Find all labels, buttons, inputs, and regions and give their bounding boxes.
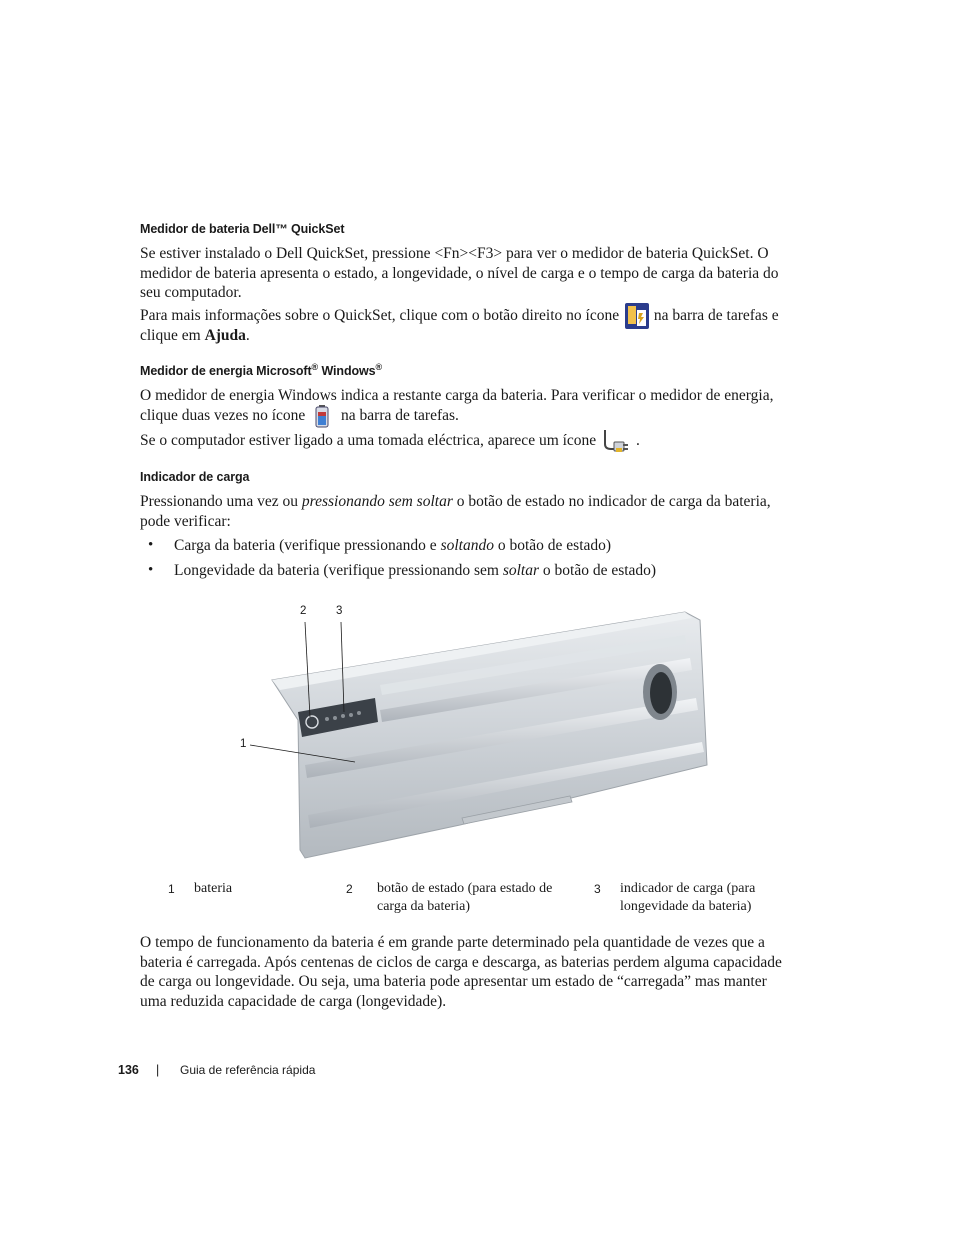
text-span: Carga da bateria (verifique pressionando e bbox=[174, 537, 441, 554]
registered-mark: ® bbox=[311, 362, 319, 372]
bullet-icon: • bbox=[148, 562, 154, 578]
callout-label-1: 1 bbox=[240, 738, 247, 750]
bullet-text bbox=[174, 561, 656, 581]
text-span: o botão de estado) bbox=[539, 562, 657, 579]
text-line: medidor de bateria apresenta o estado, a longevidade, o nível de carga e o tempo de carga da bateria do bbox=[140, 264, 779, 282]
power-plug-icon bbox=[602, 428, 632, 454]
text-line bbox=[140, 326, 812, 346]
section-heading-quickset: Medidor de bateria Dell™ QuickSet bbox=[140, 222, 345, 236]
bullet-text bbox=[174, 536, 611, 556]
gauge-led bbox=[325, 717, 329, 721]
text-span: o botão de estado) bbox=[493, 537, 612, 554]
help-keyword: Ajuda bbox=[204, 326, 246, 344]
legend-text bbox=[377, 880, 577, 916]
windows-meter-paragraph bbox=[140, 386, 812, 425]
closing-paragraph bbox=[140, 933, 812, 1011]
text-span: pressionando sem soltar bbox=[301, 493, 453, 510]
legend-number: 2 bbox=[346, 882, 353, 896]
legend-number: 1 bbox=[168, 882, 175, 896]
registered-mark: ® bbox=[375, 362, 383, 372]
battery-icon bbox=[313, 404, 331, 428]
text-line: Se estiver instalado o Dell QuickSet, pressione <Fn><F3> para ver o medidor de bateria QuickSet. O bbox=[140, 245, 769, 262]
text-span: clique duas vezes no ícone bbox=[140, 406, 306, 424]
text-line: pode verificar: bbox=[140, 512, 231, 530]
quickset-paragraph bbox=[140, 244, 812, 303]
legend-number: 3 bbox=[594, 882, 601, 896]
text-line bbox=[140, 306, 812, 326]
text-line: longevidade da bateria) bbox=[620, 899, 752, 914]
text-span: Longevidade da bateria (verifique pressionando sem bbox=[174, 562, 503, 579]
text-span: . bbox=[245, 326, 250, 344]
text-span: o botão de estado no indicador de carga da bateria, bbox=[452, 493, 771, 510]
bullet-item bbox=[0, 561, 954, 581]
text-line: botão de estado (para estado de bbox=[377, 881, 553, 896]
gauge-led bbox=[341, 714, 345, 718]
section-heading-charge-gauge: Indicador de carga bbox=[140, 470, 250, 484]
gauge-led bbox=[333, 716, 337, 720]
text-line: seu computador. bbox=[140, 284, 242, 301]
gauge-led bbox=[349, 713, 353, 717]
text-line bbox=[140, 406, 812, 426]
text-span: Para mais informações sobre o QuickSet, clique com o botão direito no ícone bbox=[140, 307, 620, 324]
bullet-item bbox=[0, 536, 954, 556]
page-number: 136 bbox=[118, 1063, 139, 1077]
quickset-help-paragraph bbox=[140, 306, 812, 345]
text-span: soltar bbox=[502, 562, 540, 579]
callout-label-3: 3 bbox=[336, 605, 343, 617]
text-span: Windows bbox=[318, 364, 376, 379]
text-line: O tempo de funcionamento da bateria é em grande parte determinado pela quantidade de vezes que a bbox=[140, 934, 765, 951]
power-plug-paragraph bbox=[140, 431, 812, 451]
text-line: indicador de carga (para bbox=[620, 881, 756, 896]
text-line: bateria é carregada. Após centenas de ciclos de carga e descarga, as baterias perdem alguma capacidade bbox=[140, 953, 782, 971]
text-span: Pressionando uma vez ou bbox=[140, 493, 302, 510]
battery-illustration bbox=[230, 600, 720, 865]
quickset-icon bbox=[624, 302, 650, 330]
text-span: soltando bbox=[440, 537, 494, 554]
battery-latch-inner bbox=[650, 672, 672, 714]
gauge-led bbox=[357, 711, 361, 715]
callout-label-2: 2 bbox=[300, 605, 307, 617]
text-line: uma reduzida capacidade de carga (longevidade). bbox=[140, 992, 447, 1010]
text-line: O medidor de energia Windows indica a restante carga da bateria. Para verificar o medidor de energia, bbox=[140, 387, 774, 404]
footer-separator: | bbox=[156, 1063, 160, 1077]
section-heading-windows-power-meter bbox=[140, 362, 382, 378]
text-line bbox=[140, 492, 812, 512]
text-span: . bbox=[635, 432, 640, 449]
text-line: carga da bateria) bbox=[377, 899, 471, 914]
legend-text bbox=[620, 880, 820, 916]
legend-text: bateria bbox=[194, 881, 233, 896]
text-span: Medidor de energia Microsoft bbox=[140, 364, 312, 379]
text-span: na barra de tarefas. bbox=[341, 406, 459, 424]
footer-title: Guia de referência rápida bbox=[180, 1063, 316, 1077]
text-span: clique em bbox=[140, 326, 201, 344]
bullet-icon: • bbox=[148, 537, 154, 553]
text-span: na barra de tarefas e bbox=[653, 307, 779, 324]
charge-gauge-paragraph bbox=[140, 492, 812, 531]
text-span: Se o computador estiver ligado a uma tomada eléctrica, aparece um ícone bbox=[140, 432, 597, 449]
text-line: de carga ou longevidade. Ou seja, uma bateria pode apresentar um estado de “carregada” mas manter bbox=[140, 973, 767, 990]
